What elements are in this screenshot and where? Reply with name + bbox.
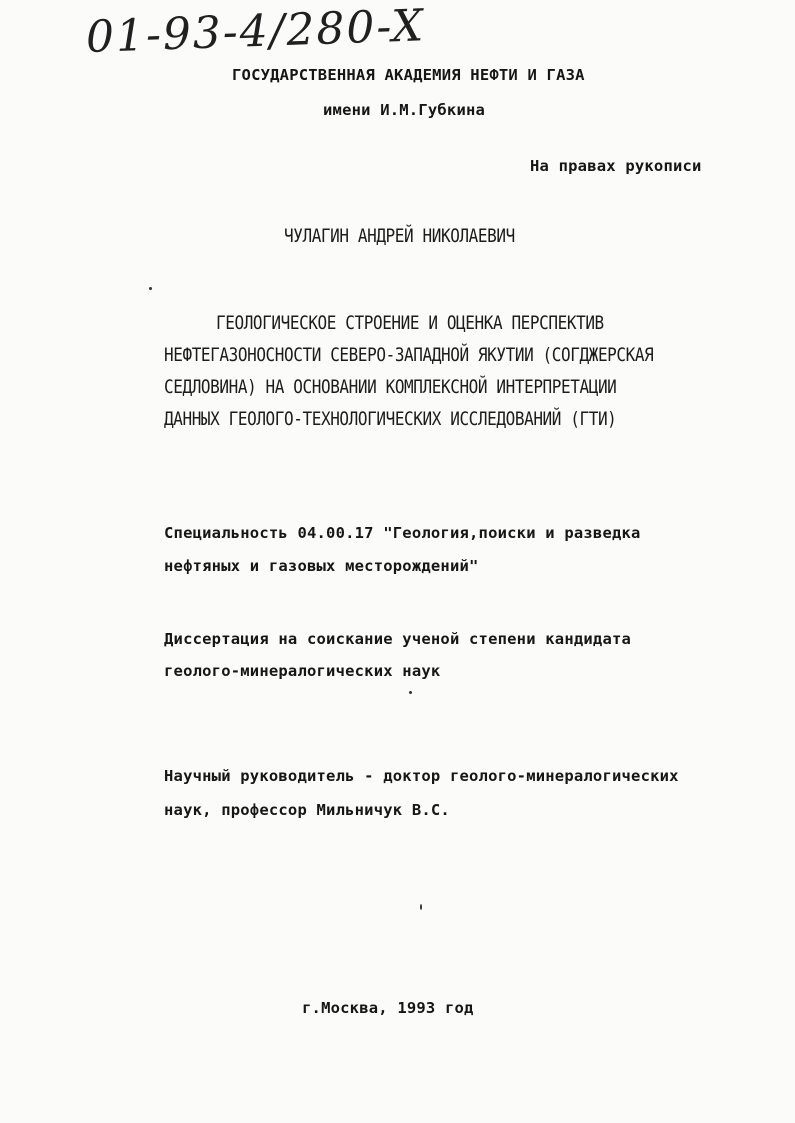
scan-speck	[149, 287, 152, 290]
title-line: ГЕОЛОГИЧЕСКОЕ СТРОЕНИЕ И ОЦЕНКА ПЕРСПЕКТИВ	[216, 311, 604, 334]
scan-speck	[420, 904, 422, 910]
degree-line: Диссертация на соискание ученой степени кандидата	[164, 630, 632, 648]
title-line: ДАННЫХ ГЕОЛОГО-ТЕХНОЛОГИЧЕСКИХ ИССЛЕДОВАНИЙ (ГТИ)	[164, 407, 617, 430]
institution-named-after: имени И.М.Губкина	[323, 101, 486, 119]
specialty-line: нефтяных и газовых месторождений"	[164, 557, 479, 575]
scan-speck	[409, 691, 412, 694]
institution-name: ГОСУДАРСТВЕННАЯ АКАДЕМИЯ НЕФТИ И ГАЗА	[232, 66, 585, 84]
advisor-line: наук, профессор Мильничук В.С.	[164, 801, 450, 819]
specialty-line: Специальность 04.00.17 "Геология,поиски и разведка	[164, 524, 641, 542]
advisor-line: Научный руководитель - доктор геолого-минералогических	[164, 767, 679, 785]
place-and-year: г.Москва, 1993 год	[302, 999, 474, 1017]
title-line: НЕФТЕГАЗОНОСНОСТИ СЕВЕРО-ЗАПАДНОЙ ЯКУТИИ (СОГДЖЕРСКАЯ	[164, 343, 654, 366]
author-name: ЧУЛАГИН АНДРЕЙ НИКОЛАЕВИЧ	[284, 224, 515, 247]
archive-code-handwritten: 01-93-4/280-X	[85, 0, 426, 63]
degree-line: геолого-минералогических наук	[164, 662, 441, 680]
manuscript-rights-note: На правах рукописи	[530, 157, 702, 175]
title-line: СЕДЛОВИНА) НА ОСНОВАНИИ КОМПЛЕКСНОЙ ИНТЕРПРЕТАЦИИ	[164, 375, 617, 398]
